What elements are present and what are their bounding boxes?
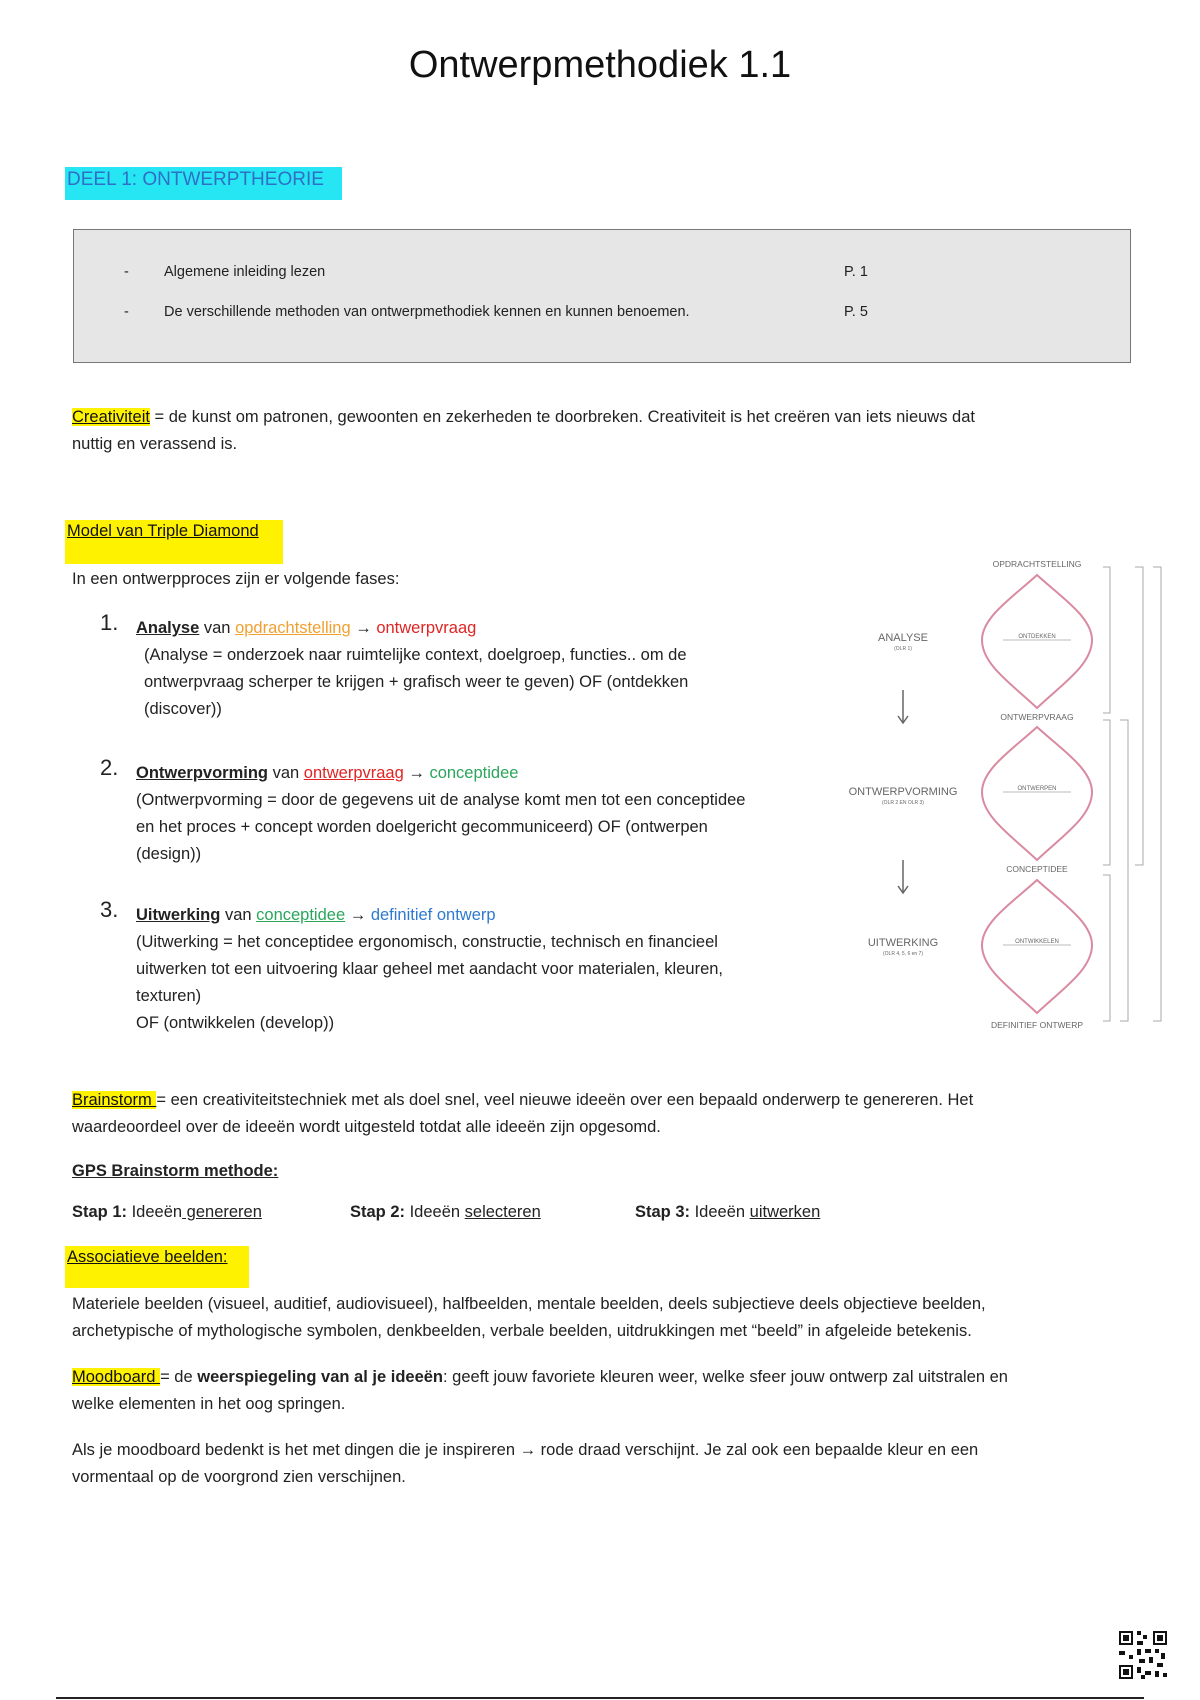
stage-label: ANALYSE (878, 632, 928, 644)
phase-heading: Uitwerking van conceptidee → definitief ontwerp (136, 906, 496, 924)
phase-description: (Ontwerpvorming = door de gegevens uit de analyse komt men tot een conceptidee en het proces + concept worden doelgericht gecommuniceerd) OF (ontwerpen (design)) (136, 791, 746, 863)
moodboard-paragraph: Als je moodboard bedenkt is het met dingen die je inspireren → rode draad verschijnt. Je zal ook een bepaalde kleur en een vormentaal op de voorgrond zien verschijnen. (72, 1441, 979, 1486)
gps-step: Stap 1: Ideeën genereren (72, 1203, 262, 1221)
learning-goals-box (73, 229, 1131, 363)
term-moodboard: Moodboard (72, 1368, 161, 1386)
brainstorm-definition: Brainstorm = een creativiteitstechniek met als doel snel, veel nieuwe ideeën over een bepaald onderwerp te genereren. Het waardeoordeel over de ideeën wordt uitgesteld totdat alle ideeën zijn opgesomd. (72, 1091, 974, 1136)
gps-step: Stap 3: Ideeën uitwerken (635, 1203, 821, 1221)
inner-label: ONTDEKKEN (1018, 634, 1056, 640)
goal-text: Algemene inleiding lezen (164, 264, 326, 280)
qr-code-icon (1117, 1629, 1169, 1681)
section-heading: DEEL 1: ONTWERPTHEORIE (65, 167, 342, 200)
phase-number: 3. (100, 897, 119, 922)
term-creativiteit: Creativiteit (72, 408, 150, 426)
diamond-shape (982, 575, 1092, 708)
milestone-label: ONTWERPVRAAG (1000, 712, 1074, 722)
page-title: Ontwerpmethodiek 1.1 (408, 44, 792, 86)
inner-label: ONTWIKKELEN (1015, 939, 1059, 945)
phase-heading: Analyse van opdrachtstelling → ontwerpvraag (136, 619, 477, 637)
stage-sublabel: (OLR 2 EN OLR 3) (882, 800, 924, 806)
definition-text: = de kunst om patronen, gewoonten en zekerheden te doorbreken. Creativiteit is het creëren van iets nieuws dat (149, 408, 975, 426)
stage-label: UITWERKING (867, 937, 939, 949)
triple-diamond-heading: Model van Triple Diamond (65, 520, 283, 564)
goal-text: De verschillende methoden van ontwerpmethodiek kennen en kunnen benoemen. (164, 304, 690, 320)
moodboard-definition: Moodboard = de weerspiegeling van al je ideeën: geeft jouw favoriete kleuren weer, welke sfeer jouw ontwerp zal uitstralen en welke elementen in het oog springen. (72, 1368, 1008, 1413)
milestone-label: OPDRACHTSTELLING (992, 559, 1082, 569)
gps-heading: GPS Brainstorm methode: (72, 1162, 279, 1180)
bullet-dash: - (124, 264, 129, 280)
stage-sublabel: (OLR 4, 5, 6 en 7) (882, 951, 924, 957)
diamond-shape (982, 880, 1092, 1013)
footer-rule (56, 1697, 1144, 1699)
definition-text: nuttig en verassend is. (72, 435, 238, 453)
term-brainstorm: Brainstorm (72, 1091, 157, 1109)
associatief-text: Materiele beelden (visueel, auditief, audiovisueel), halfbeelden, mentale beelden, deels subjectieve deels objectieve beelden, archetypische of mythologische symbolen, denkbeelden, verbale beelden, uitdrukkingen met “beeld” in afgeleide betekenis. (72, 1295, 986, 1340)
bullet-dash: - (124, 304, 129, 320)
phase-description: (Uitwerking = het conceptidee ergonomisch, constructie, technisch en financieel uitwerken tot een uitvoering klaar geheel met aandacht voor materialen, kleuren, texturen) OF (ontwikkelen (develop)) (136, 933, 724, 1032)
goal-page: P. 1 (844, 264, 868, 280)
milestone-label: DEFINITIEF ONTWERP (990, 1020, 1084, 1030)
diamond-shape (982, 727, 1092, 860)
triple-diamond-diagram (835, 555, 1175, 1035)
phase-number: 1. (100, 610, 119, 635)
gps-step: Stap 2: Ideeën selecteren (350, 1203, 541, 1221)
stage-label: ONTWERPVORMING (848, 786, 958, 798)
stage-sublabel: (OLR 1) (894, 646, 912, 652)
associatief-heading: Associatieve beelden: (65, 1246, 249, 1288)
phase-description: (Analyse = onderzoek naar ruimtelijke context, doelgroep, functies.. om de ontwerpvraag scherper te krijgen + grafisch weer te geven) OF (ontdekken (discover)) (144, 646, 689, 718)
phase-number: 2. (100, 755, 119, 780)
inner-label: ONTWERPEN (1017, 786, 1057, 792)
phases-intro: In een ontwerpproces zijn er volgende fases: (72, 570, 400, 588)
goal-page: P. 5 (844, 304, 868, 320)
bracket-lines (1103, 567, 1161, 1021)
creativiteit-definition (72, 404, 1112, 458)
milestone-label: CONCEPTIDEE (1006, 864, 1068, 874)
phase-heading: Ontwerpvorming van ontwerpvraag → conceptidee (136, 764, 519, 782)
